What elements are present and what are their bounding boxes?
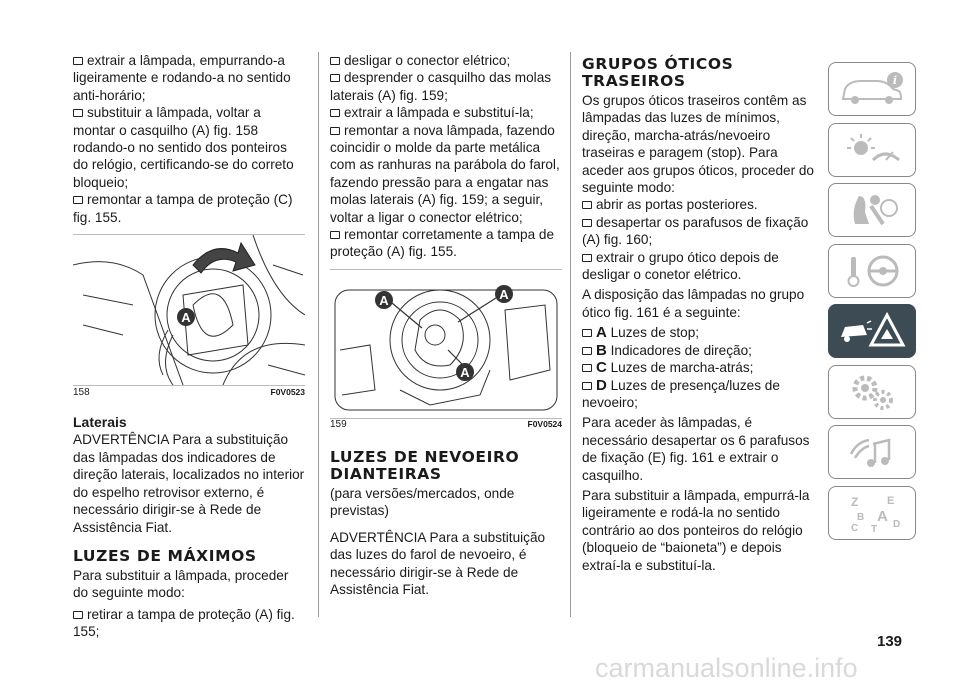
list-item: extrair a lâmpada e substituí-la; (330, 104, 562, 121)
list-item: abrir as portas posteriores. (582, 196, 820, 213)
page-number: 139 (877, 633, 903, 650)
column-divider (570, 52, 571, 617)
list-item: retirar a tampa de proteção (A) fig. 155; (73, 606, 295, 640)
checkbox-bullet-icon (330, 109, 340, 117)
checkbox-bullet-icon (582, 347, 592, 355)
tab-emergency[interactable] (828, 304, 916, 358)
tab-maintenance[interactable] (828, 365, 916, 419)
checkbox-bullet-icon (73, 196, 83, 204)
column-1 (73, 52, 305, 641)
figure-code: F0V0524 (527, 419, 562, 430)
tab-dashboard[interactable] (828, 123, 916, 177)
figure-158 (73, 234, 305, 398)
callout-label-a: A (499, 286, 509, 302)
grupos-intro: Os grupos óticos traseiros contêm as lâmpadas das luzes de mínimos, direção, marcha-atrás/nevoeiro traseiras e paragem (stop). Para aceder aos grupos óticos, proceder do seguinte modo: (582, 93, 814, 196)
checkbox-bullet-icon (582, 219, 592, 227)
figure-159 (330, 269, 562, 431)
svg-text:T: T (871, 523, 878, 533)
tab-car-info[interactable] (828, 62, 916, 116)
callout-label-a: A (379, 292, 389, 308)
lamp-item: B Indicadores de direção; (582, 342, 820, 359)
tab-starting-driving[interactable] (828, 244, 916, 298)
column-divider (318, 52, 319, 617)
svg-text:D: D (893, 518, 901, 530)
nevoeiro-warning: ADVERTÊNCIA Para a substituição das luzes do farol de nevoeiro, é necessário dirigir-se à Rede de Assistência Fiat. (330, 529, 546, 597)
checkbox-bullet-icon (73, 611, 83, 619)
svg-text:i: i (892, 74, 898, 87)
maintenance-gears-icon (837, 372, 907, 412)
section-heading-grupos-oticos: GRUPOS ÓTICOS TRASEIROS (582, 55, 734, 90)
list-item: extrair a lâmpada, empurrando-a ligeiramente e rodando-a no sentido anti-horário; (73, 53, 291, 103)
checkbox-bullet-icon (582, 329, 592, 337)
list-item: substituir a lâmpada, voltar a montar o casquilho (A) fig. 158 rodando-o no sentido dos ponteiros do relógio, certificando-se do correto bloqueio; (73, 105, 294, 190)
list-item: remontar a nova lâmpada, fazendo coincidir o molde da parte metálica com as ranhuras na parábola do farol, fazendo pressão para a engatar nas molas laterais (A) fig. 159; a seguir, voltar a ligar o conector elétrico; (330, 122, 560, 225)
breakdown-warning-icon (837, 311, 907, 351)
checkbox-bullet-icon (330, 74, 340, 82)
checkbox-bullet-icon (582, 364, 592, 372)
checkbox-bullet-icon (330, 231, 340, 239)
checkbox-bullet-icon (582, 254, 592, 262)
lamp-item: A Luzes de stop; (582, 324, 820, 341)
section-heading-maximos: LUZES DE MÁXIMOS (73, 546, 257, 565)
multimedia-icon (837, 432, 907, 472)
checkbox-bullet-icon (330, 127, 340, 135)
svg-text:A: A (877, 507, 888, 525)
checkbox-bullet-icon (73, 109, 83, 117)
nevoeiro-availability: (para versões/mercados, onde previstas) (330, 485, 515, 519)
callout-label-a: A (460, 364, 470, 380)
chapter-tabs (828, 62, 916, 546)
checkbox-bullet-icon (582, 201, 592, 209)
list-item: remontar a tampa de proteção (C) fig. 155. (73, 192, 293, 225)
figure-code: F0V0523 (270, 386, 305, 397)
seat-airbag-icon (837, 190, 907, 230)
tab-index[interactable] (828, 486, 916, 540)
alphabetical-index-icon (837, 493, 907, 533)
headlamp-socket-illustration (330, 270, 562, 418)
replace-text: Para substituir a lâmpada, empurrá-la ligeiramente e rodá-la no sentido contrário ao dos ponteiros do relógio (bloqueio de “baioneta”) e depois extraí-la e substituí-la. (582, 487, 810, 573)
list-item: extrair o grupo ótico depois de desligar o conetor elétrico. (582, 249, 779, 283)
svg-text:Z: Z (851, 494, 859, 509)
column-2 (330, 52, 562, 598)
headlamp-bulb-illustration (73, 235, 305, 385)
watermark: carmanualsonline.info (595, 653, 858, 683)
tab-safety[interactable] (828, 183, 916, 237)
column-3 (582, 52, 820, 574)
list-item: desprender o casquilho das molas laterais (A) fig. 159; (330, 70, 552, 103)
tab-multimedia[interactable] (828, 425, 916, 479)
section-heading-laterais: Laterais (73, 414, 127, 431)
access-text: Para aceder às lâmpadas, é necessário desapertar os 6 parafusos de fixação (E) fig. 161 e extrair o casquilho. (582, 415, 810, 483)
dashboard-lights-icon (837, 130, 907, 170)
figure-number: 158 (73, 386, 90, 398)
svg-text:B: B (857, 511, 865, 523)
lamp-item: D Luzes de presença/luzes de nevoeiro; (582, 376, 780, 410)
callout-label-a: A (181, 310, 191, 326)
maximos-intro: Para substituir a lâmpada, proceder do seguinte modo: (73, 567, 289, 601)
disposition-text: A disposição das lâmpadas no grupo ótico fig. 161 é a seguinte: (582, 287, 805, 320)
figure-number: 159 (330, 419, 347, 431)
checkbox-bullet-icon (73, 57, 83, 65)
list-item: desapertar os parafusos de fixação (A) fig. 160; (582, 214, 809, 248)
laterais-warning: ADVERTÊNCIA Para a substituição das lâmpadas dos indicadores de direção laterais, localizados no interior do espelho retrovisor externo, é necessário dirigir-se à Rede de Assistência Fiat. (73, 432, 305, 535)
lamp-item: C Luzes de marcha-atrás; (582, 359, 820, 376)
car-info-icon (837, 69, 907, 109)
svg-text:C: C (851, 522, 859, 533)
list-item: remontar corretamente a tampa de proteção (A) fig. 155. (330, 227, 555, 260)
list-item: desligar o conector elétrico; (330, 52, 562, 69)
checkbox-bullet-icon (330, 57, 340, 65)
steering-wheel-key-icon (837, 251, 907, 291)
checkbox-bullet-icon (582, 382, 592, 390)
svg-text:E: E (887, 494, 895, 507)
section-heading-nevoeiro: LUZES DE NEVOEIRO DIANTEIRAS (330, 447, 520, 483)
